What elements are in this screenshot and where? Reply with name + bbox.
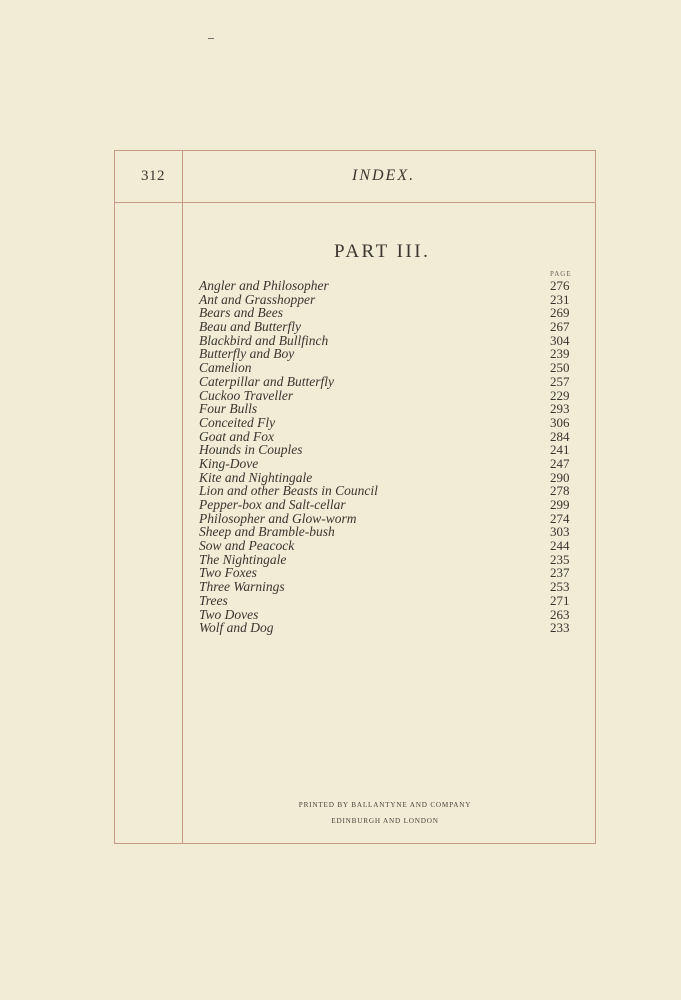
entry-page-number: 284 [550,428,570,444]
entry-page-number: 241 [550,442,570,458]
entry-title: Caterpillar and Butterfly [199,373,334,389]
entry-page-number: 267 [550,319,570,335]
entry-title: Kite and Nightingale [199,469,313,485]
entry-page-number: 237 [550,565,570,581]
entry-page-number: 263 [550,606,570,622]
entry-title: Bears and Bees [199,305,283,321]
entry-page-number: 250 [550,360,570,376]
index-entry [199,594,579,608]
index-entry [199,512,579,526]
frame-column-rule [182,151,183,843]
entry-title: The Nightingale [199,551,287,567]
entry-page-number: 233 [550,620,570,636]
entry-page-number: 239 [550,346,570,362]
entry-title: Four Bulls [199,401,258,417]
index-entry [199,553,579,567]
index-entry [199,621,579,635]
page-number: 312 [141,168,165,184]
entry-page-number: 231 [550,291,570,307]
index-entry [199,484,579,498]
entry-page-number: 235 [550,551,570,567]
part-title: PART III. [334,241,431,262]
index-entry [199,471,579,485]
entry-page-number: 253 [550,579,570,595]
index-entry [199,443,579,457]
entry-page-number: 304 [550,332,570,348]
entry-title: Butterfly and Boy [199,346,295,362]
entry-title: Wolf and Dog [199,620,274,636]
entry-title: Philosopher and Glow-worm [199,510,357,526]
entry-title: Goat and Fox [199,428,274,444]
entry-page-number: 274 [550,510,570,526]
index-list [199,279,579,635]
entry-title: Sow and Peacock [199,538,295,554]
entry-page-number: 271 [550,592,570,608]
page-column-heading: PAGE [550,270,572,278]
entry-title: Camelion [199,360,252,376]
entry-page-number: 229 [550,387,570,403]
index-entry [199,375,579,389]
index-entry [199,498,579,512]
imprint-line-printer: PRINTED BY BALLANTYNE AND COMPANY [298,801,472,809]
entry-title: Angler and Philosopher [199,278,329,293]
entry-page-number: 269 [550,305,570,321]
entry-title: Conceited Fly [199,414,276,430]
index-entry [199,402,579,416]
entry-title: Pepper-box and Salt-cellar [199,497,346,512]
index-entry [199,566,579,580]
index-entry [199,457,579,471]
entry-page-number: 303 [550,524,570,540]
entry-page-number: 244 [550,538,570,554]
entry-title: Lion and other Beasts in Council [199,483,378,499]
index-entry [199,347,579,361]
entry-title: Blackbird and Bullfinch [199,332,329,348]
entry-title: Trees [199,592,228,608]
index-entry [199,430,579,444]
running-head: INDEX. [352,167,416,184]
index-entry [199,389,579,403]
index-entry [199,580,579,594]
index-entry [199,334,579,348]
index-entry [199,539,579,553]
entry-title: Three Warnings [199,579,285,595]
entry-title: King-Dove [199,455,259,471]
entry-page-number: 276 [550,278,570,293]
index-entry [199,416,579,430]
printer-imprint [280,797,490,829]
entry-title: Two Foxes [199,565,257,581]
entry-page-number: 278 [550,483,570,499]
index-entry [199,525,579,539]
index-entry [199,608,579,622]
entry-page-number: 293 [550,401,570,417]
index-entry [199,361,579,375]
entry-title: Hounds in Couples [199,442,303,458]
entry-page-number: 257 [550,373,570,389]
entry-page-number: 247 [550,455,570,471]
entry-page-number: 299 [550,497,570,512]
index-entry [199,279,579,293]
index-entry [199,306,579,320]
imprint-line-place: EDINBURGH AND LONDON [331,817,439,825]
entry-title: Ant and Grasshopper [199,291,316,307]
entry-page-number: 306 [550,414,570,430]
entry-page-number: 290 [550,469,570,485]
top-margin-mark [208,38,214,39]
index-entry [199,320,579,334]
entry-title: Beau and Butterfly [199,319,301,335]
entry-title: Two Doves [199,606,259,622]
entry-title: Sheep and Bramble-bush [199,524,335,540]
index-entry [199,293,579,307]
entry-title: Cuckoo Traveller [199,387,294,403]
